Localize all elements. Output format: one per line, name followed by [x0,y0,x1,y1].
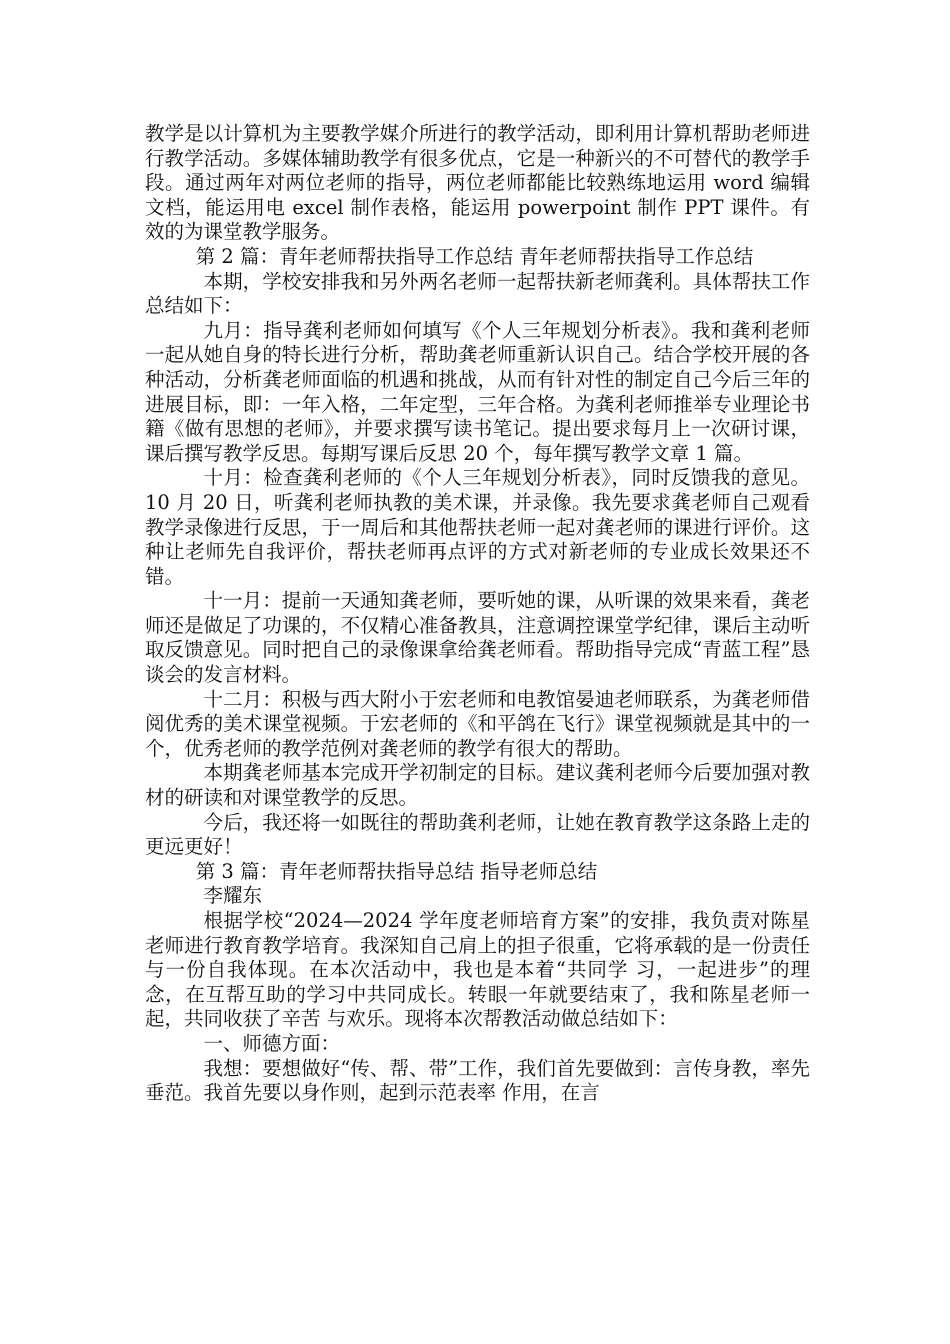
section-heading-2: 第 2 篇：青年老师帮扶指导工作总结 青年老师帮扶指导工作总结 [195,244,754,268]
paragraph: 根据学校“2024—2024 学年度老师培育方案”的安排，我负责对陈星老师进行教育教学培育。我深知自己肩上的担子很重，它将承载的是一份责任与一份自我体现。在本次活动中，我也是本着“共同学 习，一起进步”的理念，在互帮互助的学习中共同成长。转眼一年就要结束了，我和陈星老师一起，共同收获了辛苦 与欢乐。现将本次帮教活动做总结如下： [145,909,810,1031]
paragraph-summary: 本期龚老师基本完成开学初制定的目标。建议龚利老师今后要加强对教材的研读和对课堂教学的反思。 [145,761,810,810]
paragraph-october: 十月：检查龚利老师的《个人三年规划分析表》，同时反馈我的意见。10 月 20 日，听龚利老师执教的美术课，并录像。我先要求龚老师自己观看教学录像进行反思，于一周后和其他帮扶老师一起对龚老师的课进行评价。这种让老师先自我评价，帮扶老师再点评的方式对新老师的专业成长效果还不错。 [145,466,810,588]
paragraph-november: 十一月：提前一天通知龚老师，要听她的课，从听课的效果来看，龚老师还是做足了功课的，不仅精心准备教具，注意调控课堂学纪律，课后主动听取反馈意见。同时把自己的录像课拿给龚老师看。帮助指导完成“青蓝工程”恳谈会的发言材料。 [145,589,810,687]
author-name: 李耀东 [203,884,263,908]
paragraph-closing: 今后，我还将一如既往的帮助龚利老师，让她在教育教学这条路上走的更远更好！ [145,810,810,859]
paragraph: 我想：要想做好“传、帮、带”工作，我们首先要做到：言传身教，率先垂范。我首先要以身作则，起到示范表率 作用，在言 [145,1056,810,1105]
paragraph-september: 九月：指导龚利老师如何填写《个人三年规划分析表》。我和龚利老师一起从她自身的特长进行分析，帮助龚老师重新认识自己。结合学校开展的各种活动，分析龚老师面临的机遇和挑战，从而有针对性的制定自己今后三年的进展目标，即：一年入格，二年定型，三年合格。为龚利老师推举专业理论书籍《做有思想的老师》，并要求撰写读书笔记。提出要求每月上一次研讨课，课后撰写教学反思。每期写课后反思 20 个，每年撰写教学文章 1 篇。 [145,318,810,465]
section-heading-3: 第 3 篇：青年老师帮扶指导总结 指导老师总结 [195,859,598,883]
intro-paragraph: 教学是以计算机为主要教学媒介所进行的教学活动，即利用计算机帮助老师进行教学活动。多媒体辅助教学有很多优点，它是一种新兴的不可替代的教学手段。通过两年对两位老师的指导，两位老师都能比较熟练地运用 word 编辑文档，能运用电 excel 制作表格，能运用 powerpoint 制作 PPT 课件。有效的为课堂教学服务。 [145,122,810,244]
subsection-heading: 一、师德方面： [203,1031,341,1055]
paragraph: 本期，学校安排我和另外两名老师一起帮扶新老师龚利。具体帮扶工作总结如下： [145,269,810,318]
document-page [145,122,810,1106]
paragraph-december: 十二月：积极与西大附小于宏老师和电教馆晏迪老师联系，为龚老师借阅优秀的美术课堂视频。于宏老师的《和平鸽在飞行》课堂视频就是其中的一个，优秀老师的教学范例对龚老师的教学有很大的帮助。 [145,687,810,760]
